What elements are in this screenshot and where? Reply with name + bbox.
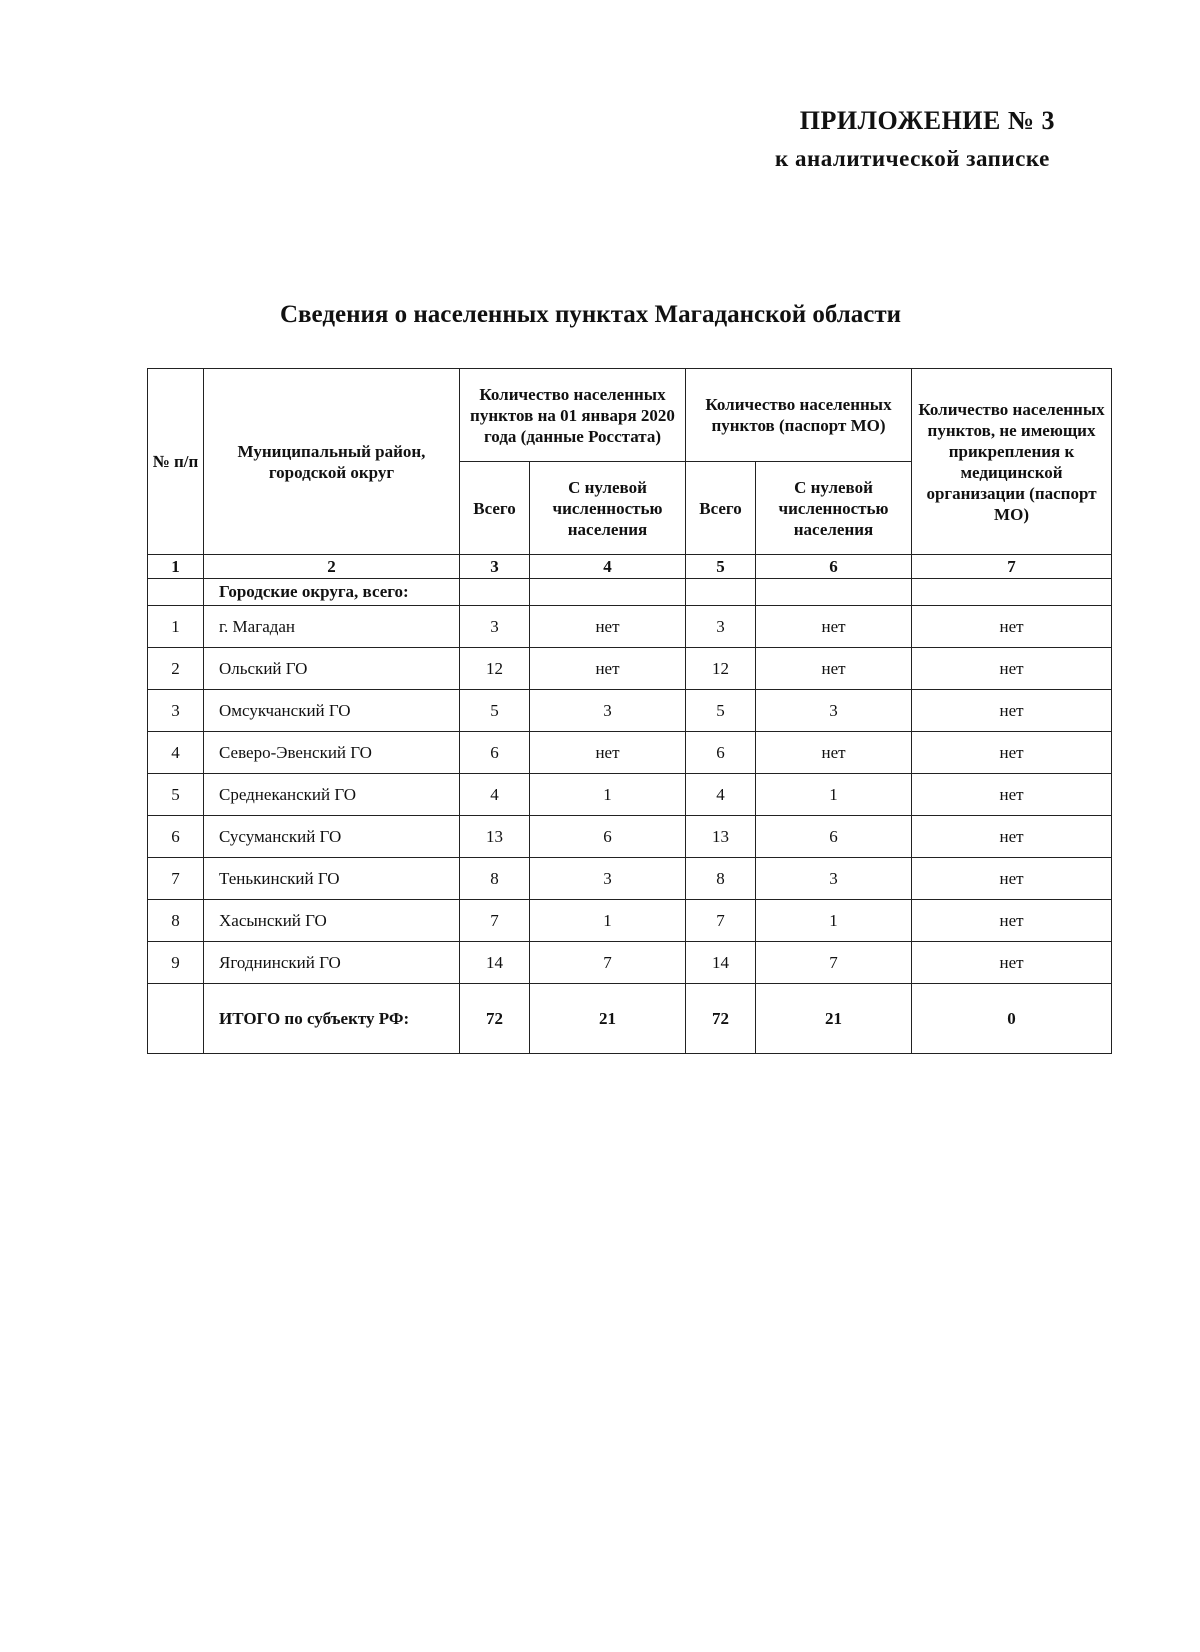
district-name: Ольский ГО [204,648,460,690]
column-number: 2 [204,555,460,579]
row-number: 5 [148,774,204,816]
district-name: Хасынский ГО [204,900,460,942]
rosstat-total: 5 [460,690,530,732]
header-rosstat: Количество населенных пунктов на 01 января 2020 года (данные Росстата) [460,369,686,462]
appendix-number: ПРИЛОЖЕНИЕ № 3 [799,106,1055,135]
no-attachment: нет [912,732,1112,774]
district-name: Тенькинский ГО [204,858,460,900]
rosstat-zero: нет [530,606,686,648]
passport-zero: нет [756,648,912,690]
passport-zero: 1 [756,900,912,942]
no-attachment: нет [912,774,1112,816]
table-row [148,648,1112,690]
rosstat-total: 13 [460,816,530,858]
district-name: Северо-Эвенский ГО [204,732,460,774]
district-name: Среднеканский ГО [204,774,460,816]
table-row [148,816,1112,858]
rosstat-total: 4 [460,774,530,816]
rosstat-zero: 6 [530,816,686,858]
rosstat-zero: 3 [530,858,686,900]
row-number: 9 [148,942,204,984]
header-passport: Количество населенных пунктов (паспорт МО) [686,369,912,462]
district-name: Ягоднинский ГО [204,942,460,984]
data-rows [148,606,1112,984]
appendix-heading [770,106,1055,172]
header-passport-total: Всего [686,462,756,555]
rosstat-total: 7 [460,900,530,942]
district-name: г. Магадан [204,606,460,648]
row-number: 2 [148,648,204,690]
passport-zero: 7 [756,942,912,984]
column-number: 3 [460,555,530,579]
column-number: 6 [756,555,912,579]
total-label: ИТОГО по субъекту РФ: [204,984,460,1054]
column-number-row [148,555,1112,579]
header-rosstat-total: Всего [460,462,530,555]
rosstat-total: 6 [460,732,530,774]
appendix-subtitle: к аналитической записке [774,146,1050,171]
group-label: Городские округа, всего: [204,579,460,606]
row-number: 6 [148,816,204,858]
rosstat-zero: нет [530,732,686,774]
rosstat-zero: нет [530,648,686,690]
row-number: 3 [148,690,204,732]
column-number: 5 [686,555,756,579]
passport-total: 4 [686,774,756,816]
table-row [148,690,1112,732]
no-attachment: нет [912,606,1112,648]
header-no-attachment: Количество населенных пунктов, не имеющих прикрепления к медицинской организации (паспорт МО) [912,369,1112,555]
rosstat-zero: 1 [530,900,686,942]
passport-total: 12 [686,648,756,690]
passport-zero: 1 [756,774,912,816]
total-row [148,984,1112,1054]
column-number: 1 [148,555,204,579]
passport-total: 7 [686,900,756,942]
row-number: 8 [148,900,204,942]
row-number: 7 [148,858,204,900]
header-num: № п/п [148,369,204,555]
passport-zero: нет [756,732,912,774]
rosstat-total: 8 [460,858,530,900]
header-district: Муниципальный район, городской округ [204,369,460,555]
rosstat-total: 3 [460,606,530,648]
passport-zero: 3 [756,690,912,732]
passport-total: 5 [686,690,756,732]
passport-total: 8 [686,858,756,900]
rosstat-zero: 3 [530,690,686,732]
passport-total: 13 [686,816,756,858]
no-attachment: нет [912,648,1112,690]
passport-total: 3 [686,606,756,648]
passport-total: 14 [686,942,756,984]
column-number: 7 [912,555,1112,579]
total-c7: 0 [912,984,1112,1054]
row-number: 4 [148,732,204,774]
passport-zero: 6 [756,816,912,858]
header-rosstat-zero: С нулевой численностью населения [530,462,686,555]
table-row [148,774,1112,816]
no-attachment: нет [912,690,1112,732]
table-row [148,942,1112,984]
total-c5: 72 [686,984,756,1054]
row-number: 1 [148,606,204,648]
rosstat-total: 12 [460,648,530,690]
column-number: 4 [530,555,686,579]
rosstat-zero: 7 [530,942,686,984]
rosstat-zero: 1 [530,774,686,816]
total-c6: 21 [756,984,912,1054]
document-title: Сведения о населенных пунктах Магаданской области [280,301,902,328]
no-attachment: нет [912,816,1112,858]
group-row [148,579,1112,606]
total-c4: 21 [530,984,686,1054]
settlements-table [147,368,1112,1054]
table-row [148,606,1112,648]
no-attachment: нет [912,858,1112,900]
passport-total: 6 [686,732,756,774]
passport-zero: 3 [756,858,912,900]
passport-zero: нет [756,606,912,648]
total-c3: 72 [460,984,530,1054]
district-name: Сусуманский ГО [204,816,460,858]
header-passport-zero: С нулевой численностью населения [756,462,912,555]
table-row [148,858,1112,900]
no-attachment: нет [912,942,1112,984]
district-name: Омсукчанский ГО [204,690,460,732]
no-attachment: нет [912,900,1112,942]
table-row [148,732,1112,774]
table-row [148,900,1112,942]
rosstat-total: 14 [460,942,530,984]
